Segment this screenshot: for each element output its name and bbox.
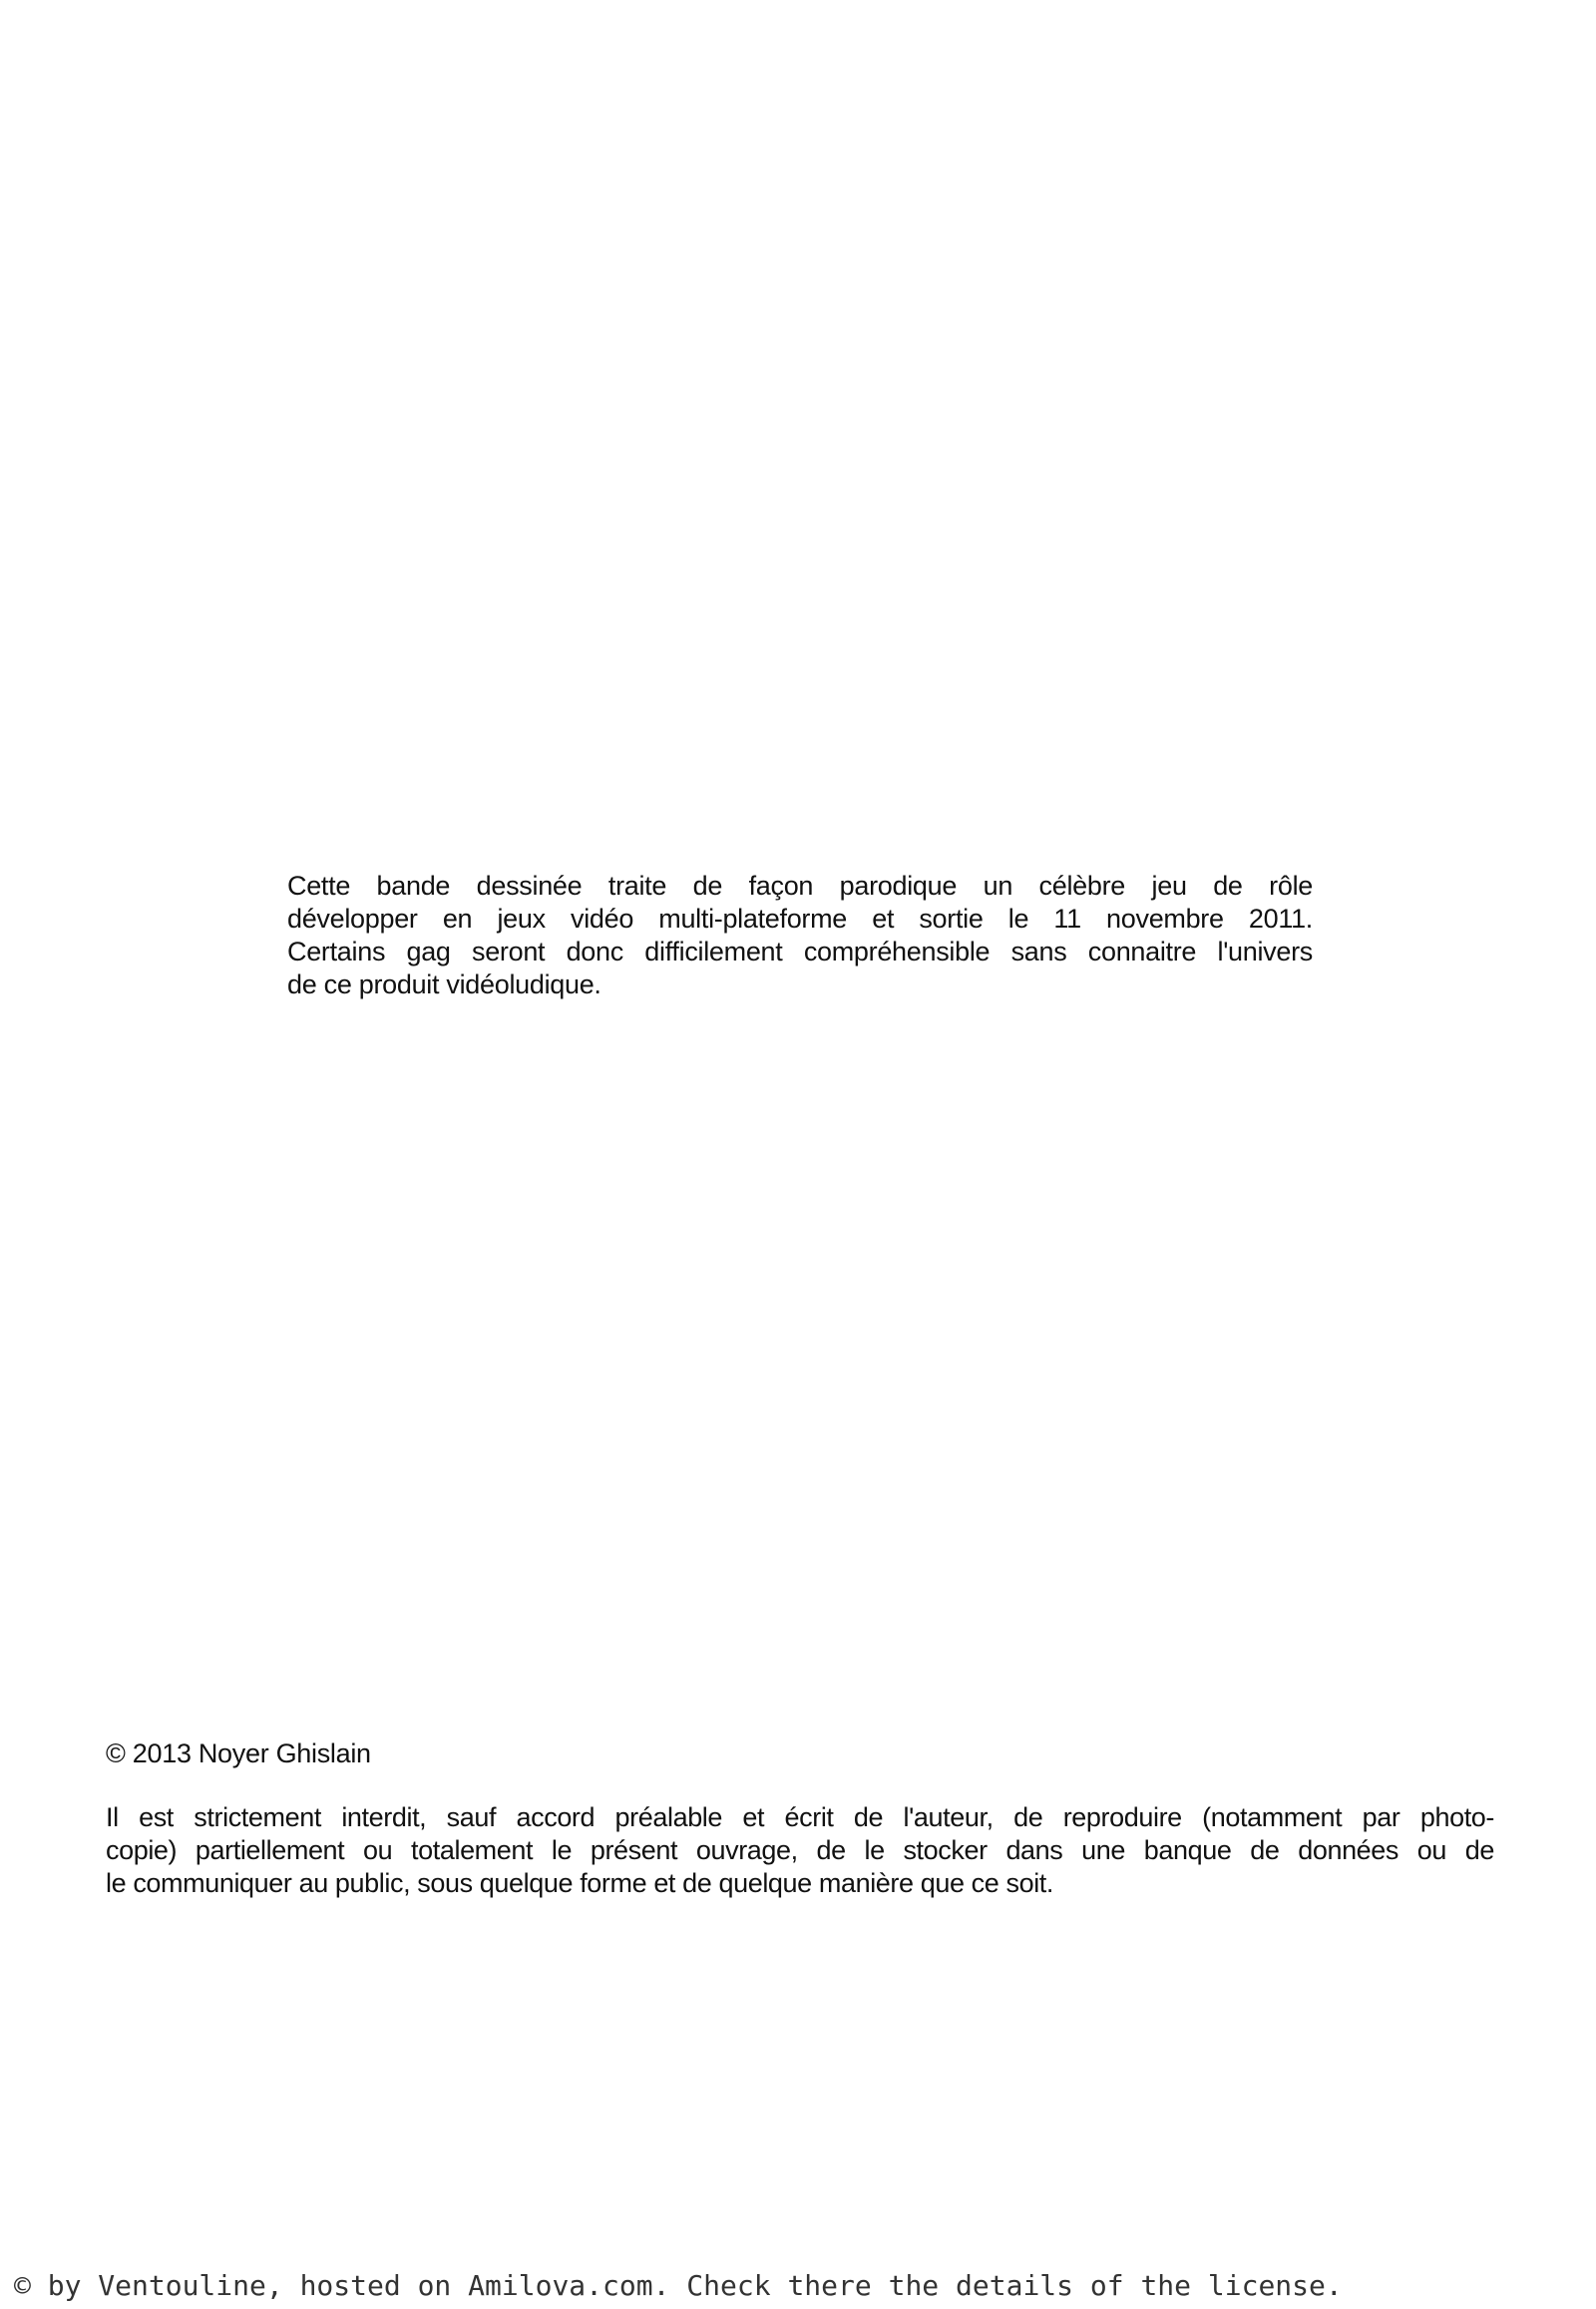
license-footer: © by Ventouline, hosted on Amilova.com. Check there the details of the license. xyxy=(14,2269,1343,2302)
intro-paragraph xyxy=(287,870,1313,1001)
intro-line: de ce produit vidéoludique. xyxy=(287,969,601,999)
copyright-notice: © 2013 Noyer Ghislain xyxy=(106,1738,371,1768)
intro-line: Certains gag seront donc difficilement compréhensible sans connaitre l'univers xyxy=(287,937,1313,966)
legal-notice xyxy=(106,1801,1494,1900)
legal-line: Il est strictement interdit, sauf accord préalable et écrit de l'auteur, de reproduire (notamment par photo- xyxy=(106,1802,1494,1832)
intro-line: développer en jeux vidéo multi-plateforme et sortie le 11 novembre 2011. xyxy=(287,904,1313,934)
intro-line: Cette bande dessinée traite de façon parodique un célèbre jeu de rôle xyxy=(287,871,1313,901)
legal-line: copie) partiellement ou totalement le présent ouvrage, de le stocker dans une banque de données ou de xyxy=(106,1835,1494,1865)
legal-line: le communiquer au public, sous quelque forme et de quelque manière que ce soit. xyxy=(106,1868,1053,1898)
